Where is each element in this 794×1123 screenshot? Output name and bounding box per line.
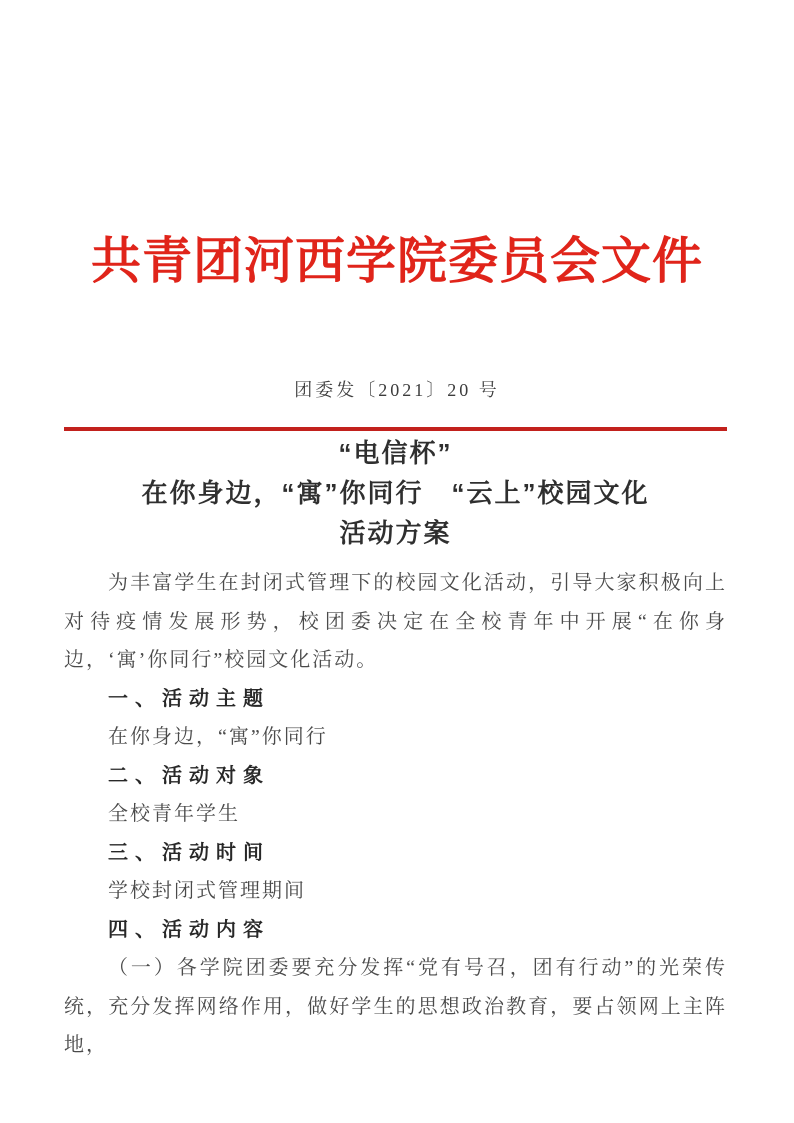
activity-content-paragraph: （一）各学院团委要充分发挥“党有号召，团有行动”的光荣传统，充分发挥网络作用，做好学生的思想政治教育，要占领网上主阵地， [64, 957, 727, 1056]
section-heading-activity-theme: 一、活动主题 [108, 687, 270, 710]
document-header-title: 共青团河西学院委员会文件 [91, 233, 703, 289]
section-content-activity-audience: 全校青年学生 [108, 803, 240, 825]
document-number: 团委发〔2021〕20 号 [294, 380, 500, 400]
header-divider-rule [64, 427, 727, 431]
section-heading-activity-content: 四、活动内容 [108, 918, 270, 941]
document-title-line1: “电信杯” [338, 438, 453, 468]
document-title-line3: 活动方案 [339, 518, 452, 548]
intro-paragraph: 为丰富学生在封闭式管理下的校园文化活动，引导大家积极向上对待疫情发展形势，校团委决定在全校青年中开展“在你身边，‘寓’你同行”校园文化活动。 [64, 572, 727, 671]
section-content-activity-theme: 在你身边，“寓”你同行 [108, 726, 328, 748]
document-title [64, 433, 727, 553]
document-body [64, 564, 727, 1065]
document-title-line2: 在你身边，“寓”你同行 “云上”校园文化 [141, 478, 650, 508]
section-heading-activity-audience: 二、活动对象 [108, 764, 270, 787]
section-heading-activity-time: 三、活动时间 [108, 841, 270, 864]
section-content-activity-time: 学校封闭式管理期间 [108, 880, 306, 902]
